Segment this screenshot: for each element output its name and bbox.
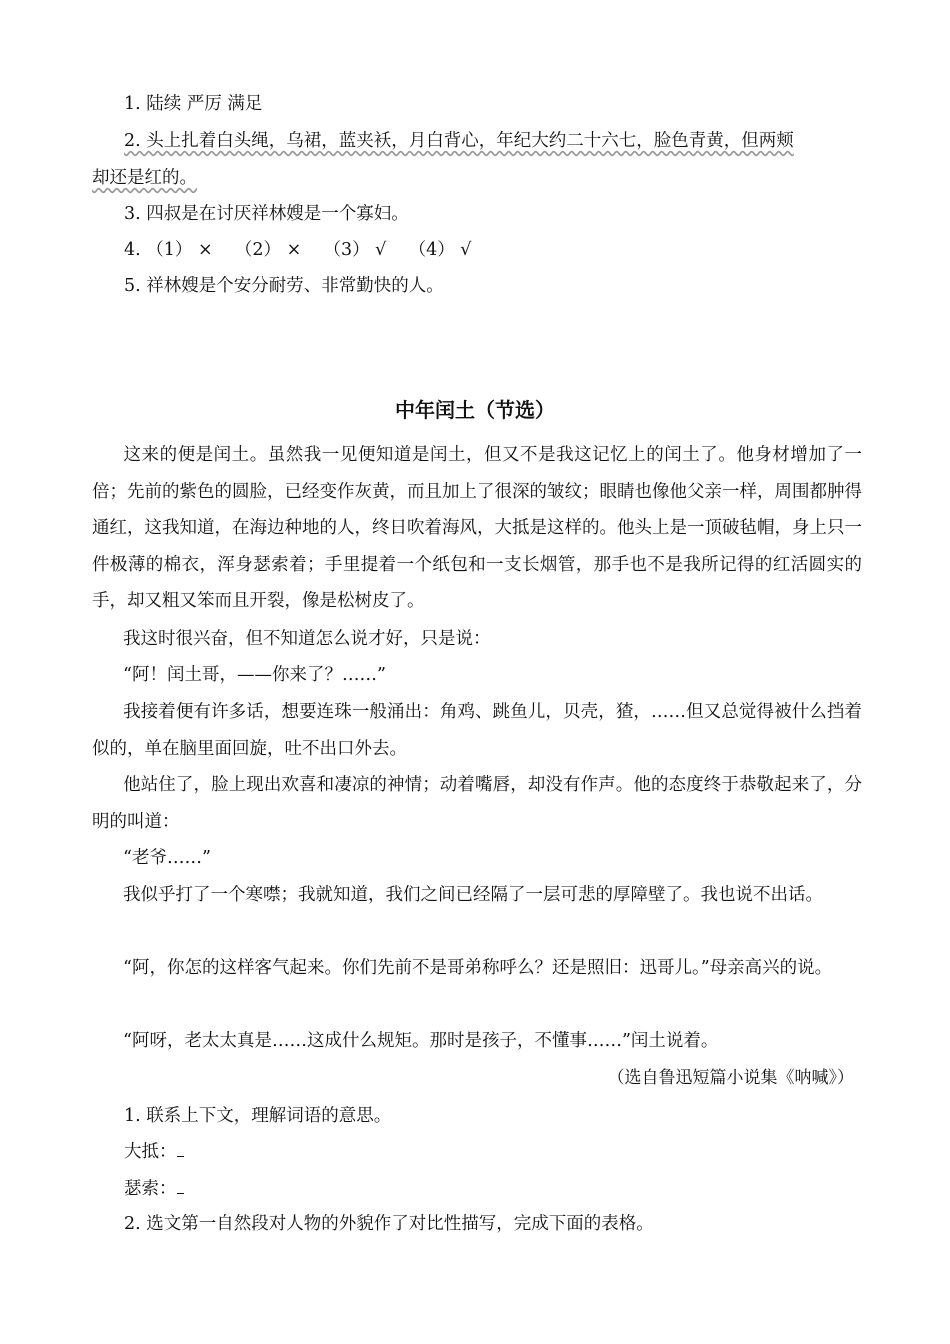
paragraph-6-text: “老爷……” — [123, 848, 211, 868]
paragraph-1-text: 这来的便是闰土。虽然我一见便知道是闰土，但又不是我这记忆上的闰土了。他身材增加了一倍；先前的紫色的圆脸，已经变作灰黄，而且加上了很深的皱纹；眼睛也像他父亲一样，周围都肿得通红，这我知道，在海边种地的人，终日吹着海风，大抵是这样的。他头上是一顶破毡帽，身上只一件极薄的棉衣，浑身瑟索着；手里提着一个纸包和一支长烟管，那手也不是我所记得的红活圆实的手，却又粗又笨而且开裂，像是松树皮了。 — [92, 445, 862, 612]
paragraph-2 — [92, 621, 862, 658]
paragraph-9-text: “阿呀，老太太真是……这成什么规矩。那时是孩子，不懂事……”闰土说着。 — [123, 1031, 719, 1051]
answer-1: 1. 陆续 严厉 满足 — [124, 94, 263, 114]
question-1: 1. 联系上下文，理解词语的意思。 — [124, 1106, 392, 1126]
answer-2-line-2: 却还是红的。 — [92, 168, 197, 188]
paragraph-2-text: 我这时很兴奋，但不知道怎么说才好，只是说： — [123, 629, 491, 649]
answer-2-line-1: 2. 头上扎着白头绳，乌裙，蓝夹袄，月白背心，年纪大约二十六七，脸色青黄，但两颊 — [124, 131, 794, 151]
paragraph-3 — [92, 657, 862, 694]
answer-4: 4. （1） × （2） × （3） √ （4） √ — [124, 240, 472, 260]
paragraph-7 — [92, 877, 862, 914]
paragraph-4-text: 我接着便有许多话，想要连珠一般涌出：角鸡、跳鱼儿，贝壳，猹，……但又总觉得被什么挡着似的，单在脑里面回旋，吐不出口外去。 — [92, 702, 862, 759]
paragraph-6 — [92, 840, 862, 877]
question-1-item-b-label: 瑟索： — [124, 1179, 177, 1199]
question-1-item-b — [124, 1177, 184, 1201]
answer-blank-b[interactable] — [177, 1179, 184, 1194]
paragraph-8-text: “阿，你怎的这样客气起来。你们先前不是哥弟称呼么？还是照旧：迅哥儿。”母亲高兴的说。 — [123, 958, 833, 978]
answer-blank-a[interactable] — [177, 1142, 184, 1157]
question-2: 2. 选文第一自然段对人物的外貌作了对比性描写，完成下面的表格。 — [124, 1214, 654, 1234]
paragraph-3-text: “阿！闰土哥，——你来了？……” — [123, 665, 386, 685]
passage-title: 中年闰土（节选） — [395, 398, 555, 422]
answer-3: 3. 四叔是在讨厌祥林嫂是一个寡妇。 — [124, 204, 409, 224]
source-citation: （选自鲁迅短篇小说集《呐喊》） — [607, 1068, 854, 1088]
answer-5: 5. 祥林嫂是个安分耐劳、非常勤快的人。 — [124, 276, 444, 296]
question-1-item-a — [124, 1140, 184, 1164]
paragraph-9 — [92, 1023, 862, 1060]
paragraph-5-text: 他站住了，脸上现出欢喜和凄凉的神情；动着嘴唇，却没有作声。他的态度终于恭敬起来了，分明的叫道： — [92, 775, 862, 832]
paragraph-5 — [92, 767, 862, 840]
paragraph-8 — [92, 950, 862, 987]
question-1-item-a-label: 大抵： — [124, 1142, 177, 1162]
paragraph-7-text: 我似乎打了一个寒噤；我就知道，我们之间已经隔了一层可悲的厚障壁了。我也说不出话。 — [123, 885, 823, 905]
paragraph-4 — [92, 694, 862, 767]
paragraph-1 — [92, 437, 862, 620]
